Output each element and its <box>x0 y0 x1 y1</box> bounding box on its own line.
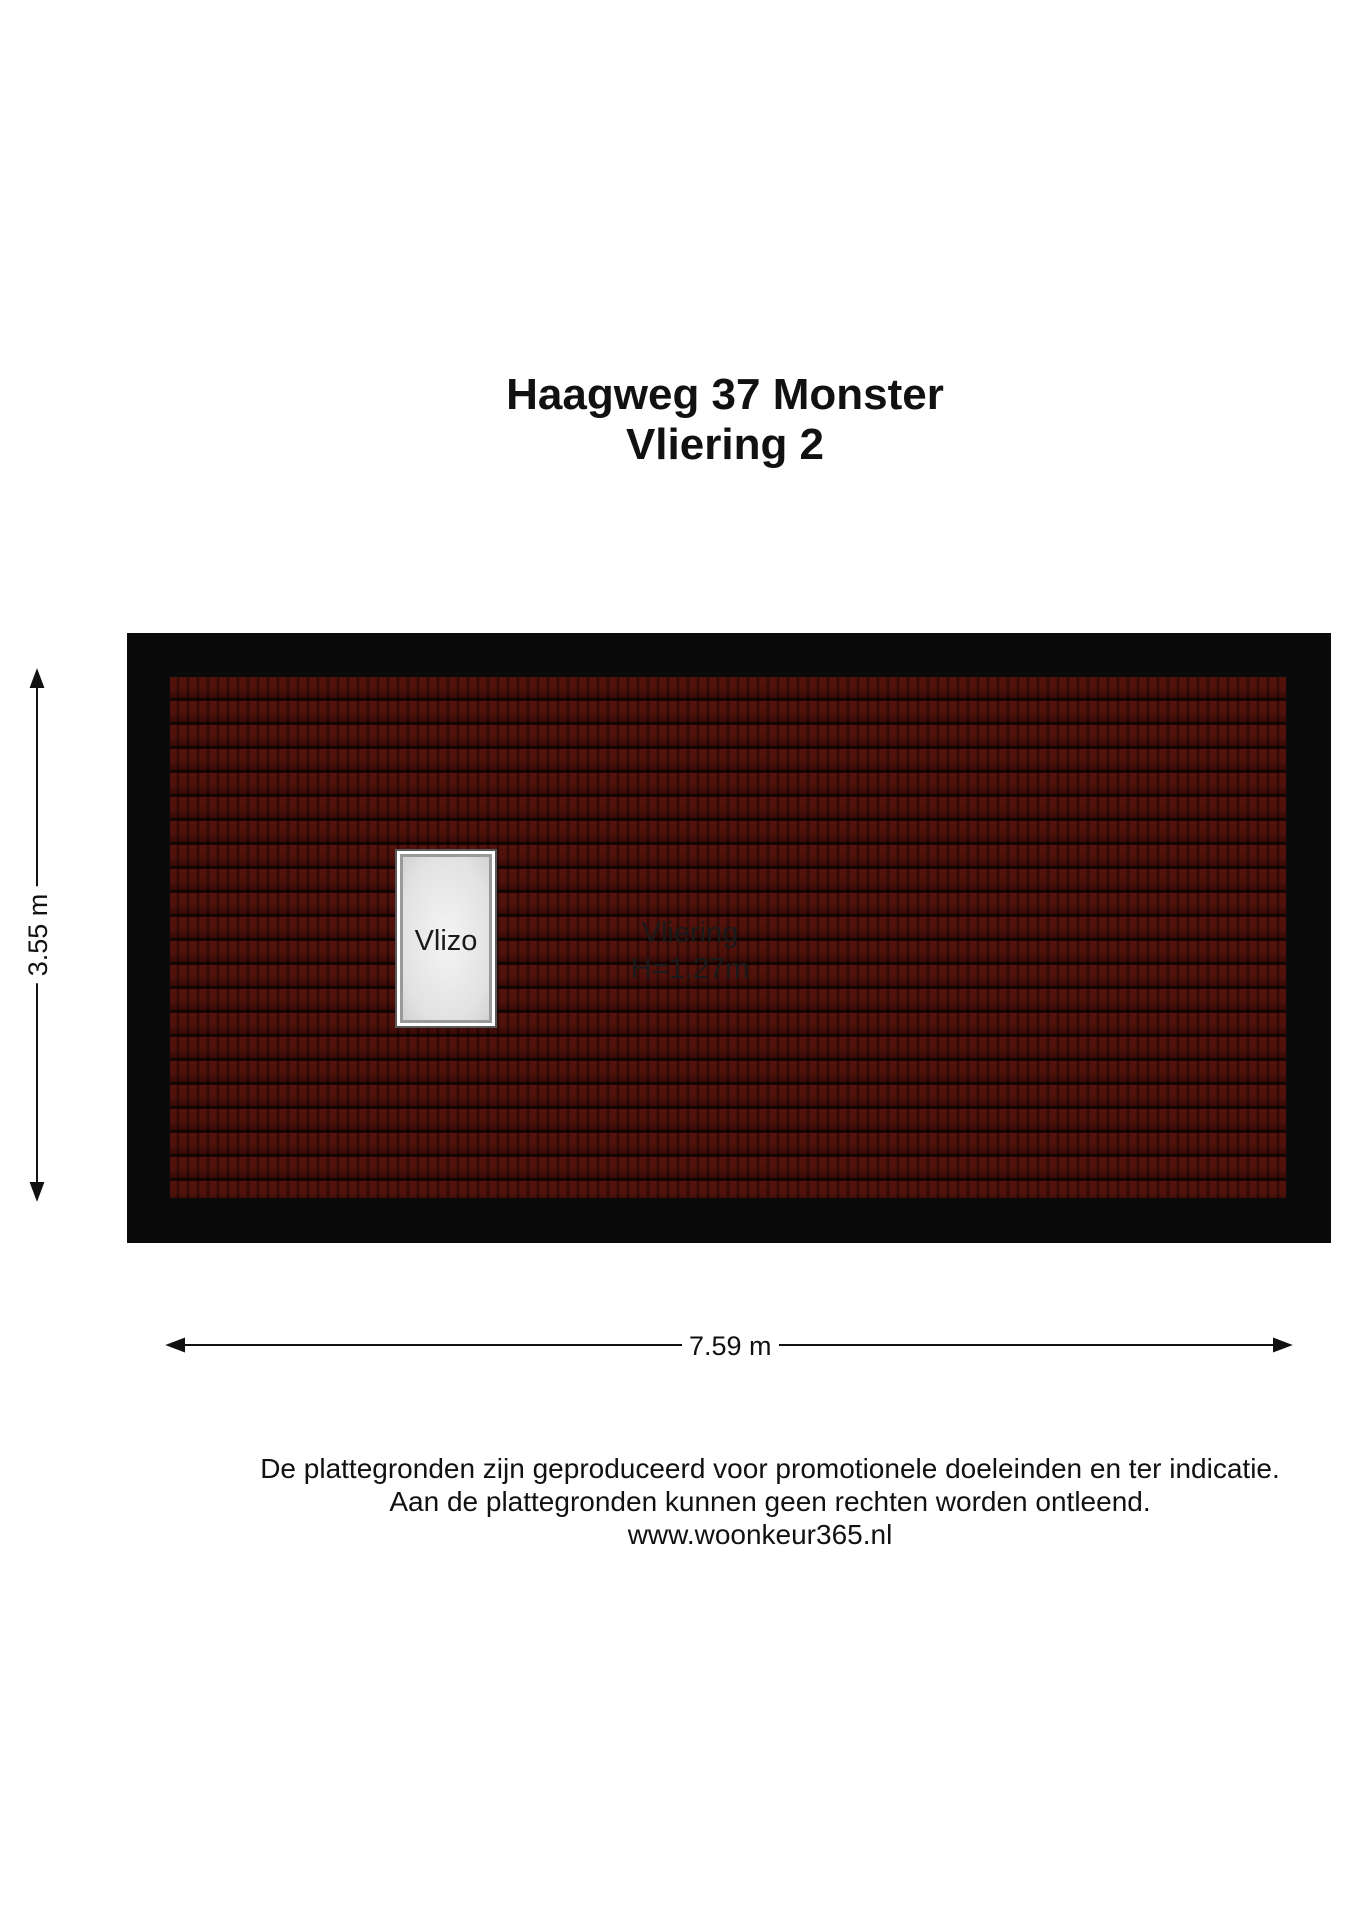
website-link[interactable]: www.woonkeur365.nl <box>627 1519 893 1550</box>
room-name-label: Vliering <box>641 917 739 949</box>
disclaimer-text-2: Aan de plattegronden kunnen geen rechten worden ontleend. <box>389 1486 1151 1517</box>
disclaimer-text-1: De plattegronden zijn geproduceerd voor promotionele doeleinden en ter indicatie. <box>260 1453 1280 1484</box>
plan-title-floor: Vliering 2 <box>625 420 825 469</box>
width-dimension-label: 7.59 m <box>682 1331 779 1361</box>
room-height-label: H=1.27m <box>630 953 750 985</box>
plan-title-address: Haagweg 37 Monster <box>506 370 944 419</box>
vlizo-hatch-label: Vlizo <box>414 925 478 957</box>
height-dimension-label: 3.55 m <box>23 887 53 984</box>
